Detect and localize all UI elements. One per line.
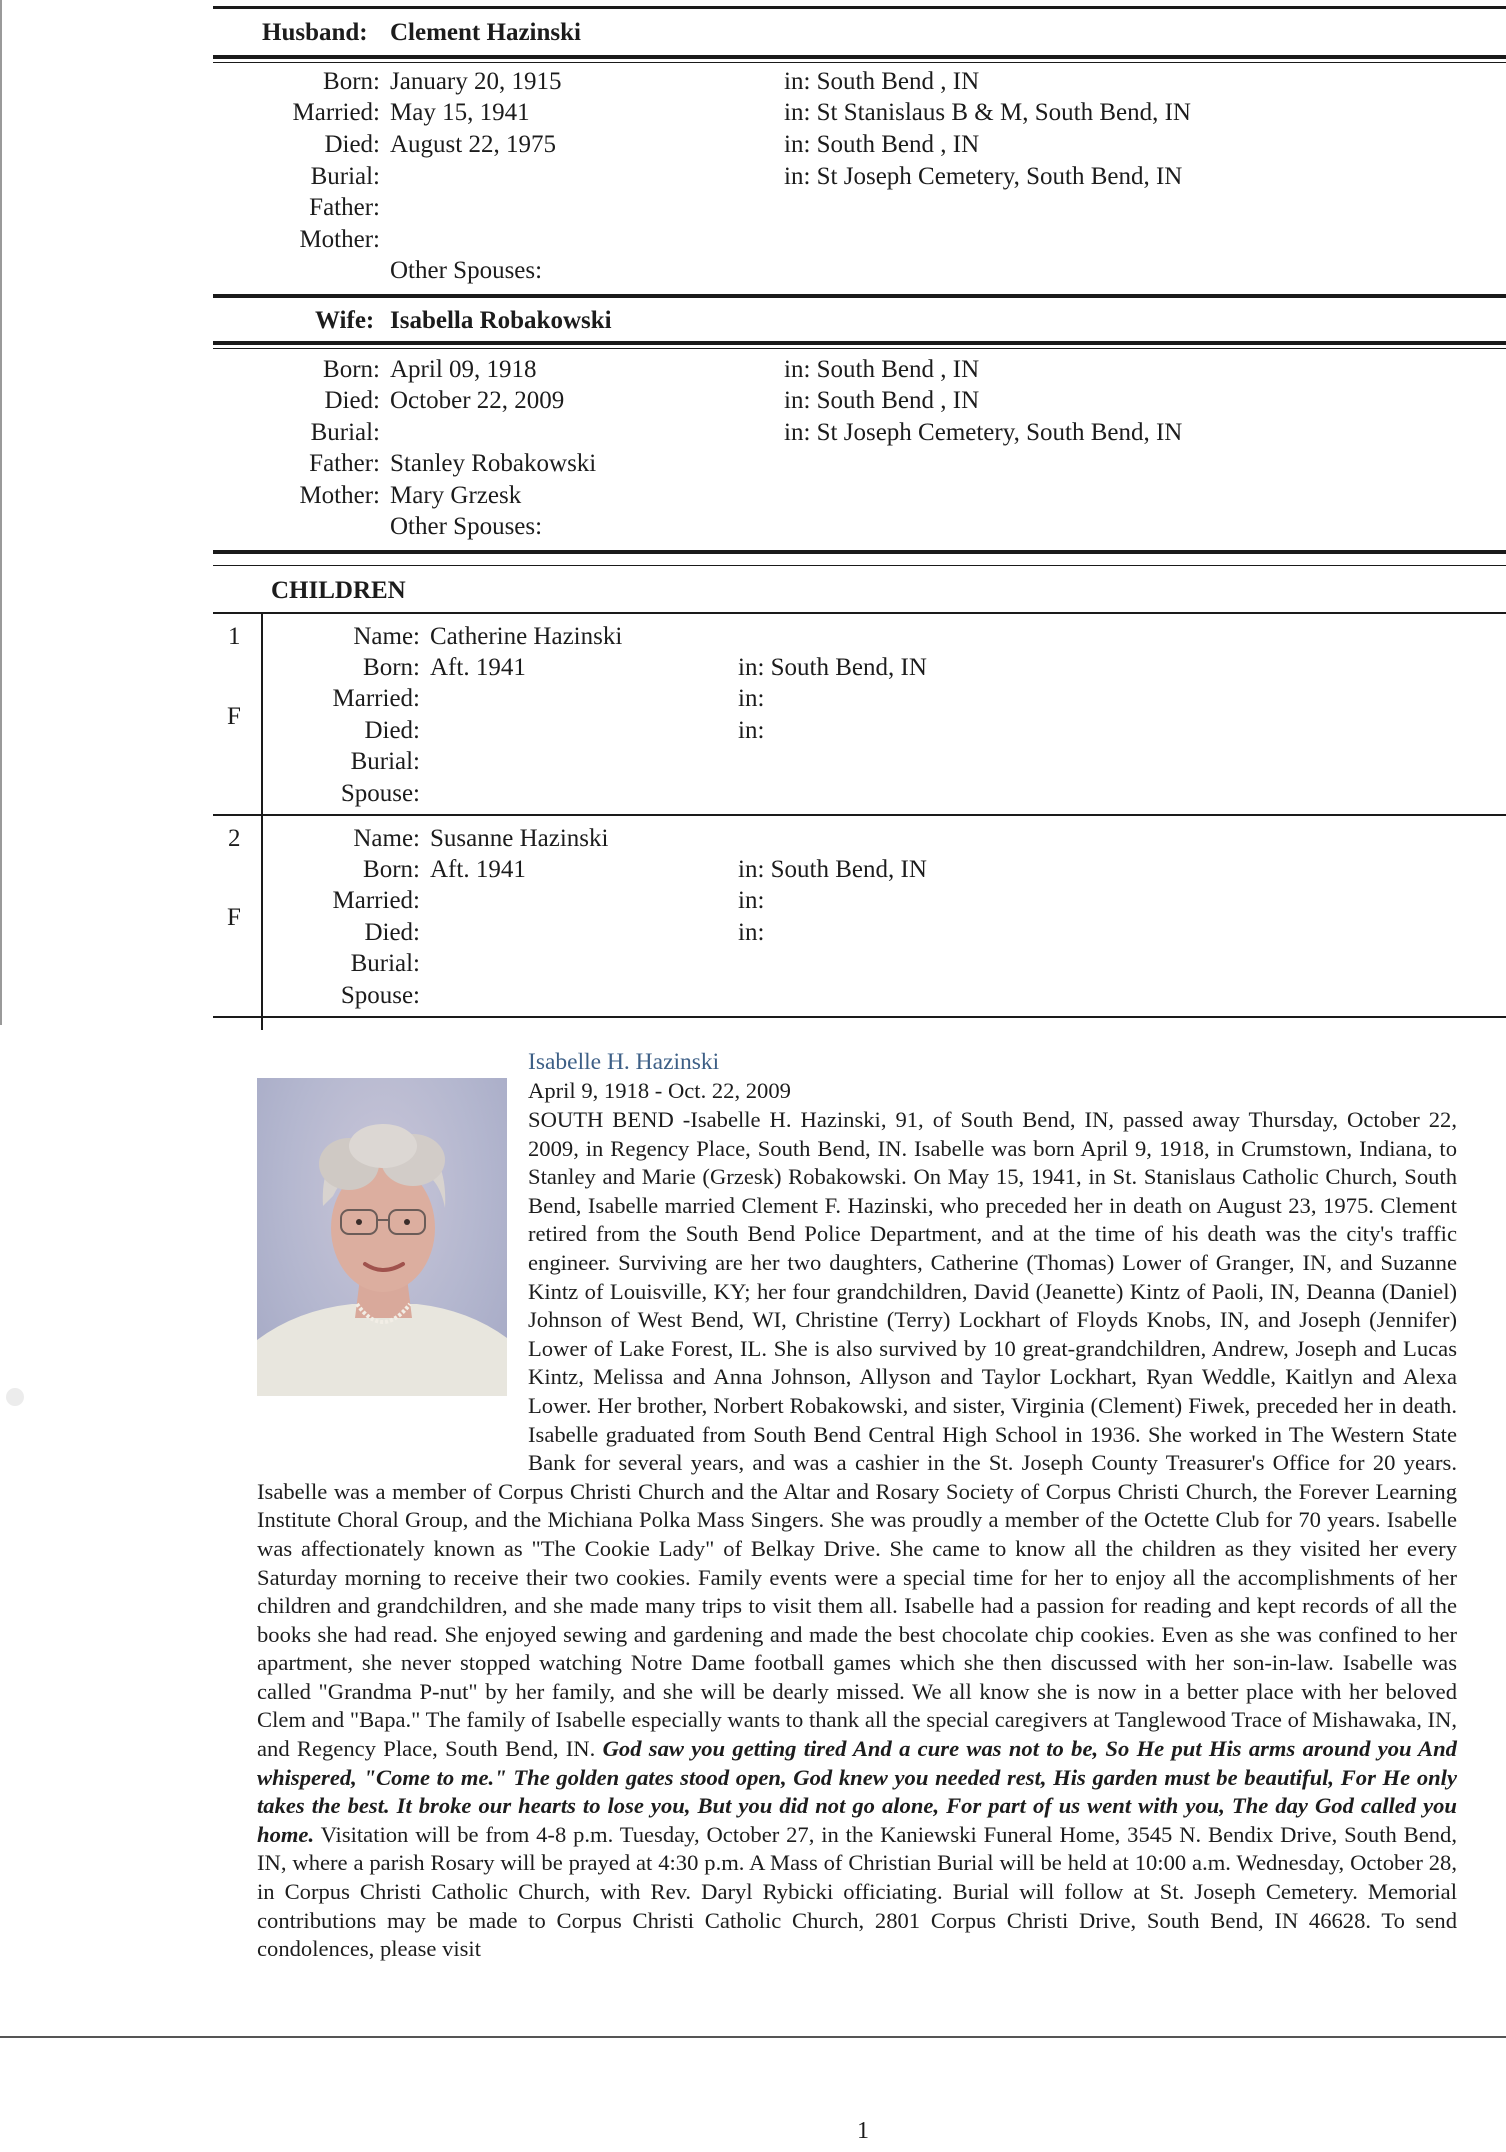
husband-mother-label: Mother: bbox=[299, 226, 380, 253]
top-rule bbox=[213, 6, 1506, 9]
wife-top-rule bbox=[213, 294, 1506, 298]
child-number: 1 bbox=[228, 623, 241, 650]
child-spouse-label: Spouse: bbox=[340, 982, 420, 1009]
obituary-body bbox=[257, 1060, 1457, 1964]
child-name-label: Name: bbox=[353, 825, 420, 852]
child-married-label: Married: bbox=[332, 685, 420, 712]
child-born-value: Aft. 1941 bbox=[430, 654, 526, 681]
child-died-place: in: bbox=[738, 919, 765, 946]
husband-burial-place: in: St Joseph Cemetery, South Bend, IN bbox=[784, 163, 1183, 190]
child-burial-label: Burial: bbox=[350, 950, 420, 977]
child-married-place: in: bbox=[738, 685, 765, 712]
husband-header-rule-thin bbox=[213, 62, 1506, 63]
child-married-place: in: bbox=[738, 887, 765, 914]
child-sex: F bbox=[227, 904, 241, 931]
obituary-body-part1: SOUTH BEND -Isabelle H. Hazinski, 91, of South Bend, IN, passed away Thursday, October 22, 2009, in Regency Place, South Bend, IN. Isabelle was born April 9, 1918, in Crumstown, Indiana, to Stanley and Marie (Grzesk) Robakowski. On May 15, 1941, in St. Stanislaus Catholic Church, South Bend, Isabelle married Clement F. Hazinski, who preceded her in death on August 23, 1975. Clement retired from the South Bend Police Department, and at the time of his death was the city's traffic engineer. Surviving are her two daughters, Catherine (Thomas) Lower of Granger, IN, and Suzanne Kintz of Louisville, KY; her four grandchildren, David (Jeanette) Kintz of Paoli, IN, Deanna (Daniel) Johnson of West Bend, WI, Christine (Terry) Lockhart of Floyds Knobs, IN, and Joseph (Jennifer) Lower of Lake Forest, IL. She is also survived by 10 great-grandchildren, Andrew, Joseph and Lucas Kintz, Melissa and Anna Johnson, Allyson and Taylor Lockhart, Ryan Weddle, Kaitlyn and Alexa Lower. Her brother, Norbert Robakowski, and sister, Virginia (Clement) Fiwek, preceded her in death. Isabelle graduated from South Bend Central High School in 1936. She worked in The Western State Bank for several years, and was a cashier in the St. Joseph County Treasurer's Office for 20 years. Isabelle was a member of Corpus Christi Church and the Altar and Rosary Society of Corpus Christi Church, the Forever Learning Institute Choral Group, and the Michiana Polka Mass Singers. She was proudly a member of the Octette Club for 70 years. Isabelle was affectionately known as "The Cookie Lady" of Belkay Drive. She came to know all the children as they visited her every Saturday morning to receive their two cookies. Family events were a special time for her to enjoy all the accomplishments of her children and grandchildren, and she made many trips to visit them all. Isabelle had a passion for reading and kept records of all the books she had read. She enjoyed sewing and gardening and made the best chocolate chip cookies. Even as she was confined to her apartment, she never stopped watching Notre Dame football games which she then discussed with her son-in-law. Isabelle was called "Grandma P-nut" by her family, and she will be dearly missed. We all know she is now in a better place with her beloved Clem and "Bapa." The family of Isabelle especially wants to thank all the special caregivers at Tanglewood Trace of Mishawaka, IN, and Regency Place, South Bend, IN. bbox=[257, 1107, 1457, 1762]
wife-father-value: Stanley Robakowski bbox=[390, 450, 597, 477]
husband-died-place: in: South Bend , IN bbox=[784, 131, 980, 158]
photo-wrap-spacer bbox=[257, 1106, 528, 1462]
obituary-dates: April 9, 1918 - Oct. 22, 2009 bbox=[528, 1078, 791, 1103]
child-born-place: in: South Bend, IN bbox=[738, 856, 927, 883]
husband-born-label: Born: bbox=[323, 68, 380, 95]
wife-burial-place: in: St Joseph Cemetery, South Bend, IN bbox=[784, 419, 1183, 446]
children-top-rule-thin bbox=[213, 565, 1506, 566]
husband-born-place: in: South Bend , IN bbox=[784, 68, 980, 95]
obituary-poem: God saw you getting tired And a cure was not to be, So He put His arms around you And whispered, "Come to me." The golden gates stood open, God knew you needed rest, His garden must be beautiful, For He only takes the best. It broke our hearts to lose you, But you did not go alone, For part of us went with you, The day God called you home. bbox=[257, 1736, 1457, 1847]
child-name-value: Susanne Hazinski bbox=[430, 825, 609, 852]
child-name-label: Name: bbox=[353, 623, 420, 650]
title-space bbox=[257, 1060, 1457, 1106]
child-born-value: Aft. 1941 bbox=[430, 856, 526, 883]
child-separator-rule bbox=[213, 814, 1506, 816]
wife-header-label: Wife: bbox=[315, 307, 375, 334]
child-born-label: Born: bbox=[363, 856, 420, 883]
children-heading: CHILDREN bbox=[271, 577, 406, 604]
wife-header-rule bbox=[213, 341, 1506, 345]
wife-born-value: April 09, 1918 bbox=[390, 356, 537, 383]
wife-mother-label: Mother: bbox=[299, 482, 380, 509]
wife-died-label: Died: bbox=[324, 387, 380, 414]
child-divider bbox=[261, 816, 263, 1030]
wife-born-place: in: South Bend , IN bbox=[784, 356, 980, 383]
clipping-bottom-edge bbox=[0, 2036, 1506, 2038]
child-spouse-label: Spouse: bbox=[340, 780, 420, 807]
children-top-rule bbox=[213, 550, 1506, 554]
children-bottom-rule bbox=[213, 1016, 1506, 1018]
scan-edge-line bbox=[0, 0, 2, 1025]
child-died-label: Died: bbox=[364, 717, 420, 744]
child-number: 2 bbox=[228, 825, 241, 852]
child-sex: F bbox=[227, 703, 241, 730]
husband-married-place: in: St Stanislaus B & M, South Bend, IN bbox=[784, 99, 1191, 126]
husband-died-label: Died: bbox=[324, 131, 380, 158]
wife-other-spouses: Other Spouses: bbox=[390, 513, 543, 540]
child-died-place: in: bbox=[738, 717, 765, 744]
child-burial-label: Burial: bbox=[350, 748, 420, 775]
wife-father-label: Father: bbox=[309, 450, 380, 477]
husband-burial-label: Burial: bbox=[310, 163, 380, 190]
child-born-label: Born: bbox=[363, 654, 420, 681]
scan-blemish bbox=[6, 1388, 24, 1406]
wife-mother-value: Mary Grzesk bbox=[390, 482, 522, 509]
husband-married-value: May 15, 1941 bbox=[390, 99, 530, 126]
obituary-body-part2: Visitation will be from 4-8 p.m. Tuesday, October 27, in the Kaniewski Funeral Home, 3545 N. Bendix Drive, South Bend, IN, where a parish Rosary will be prayed at 4:30 p.m. A Mass of Christian Burial will be held at 10:00 a.m. Wednesday, October 28, in Corpus Christi Catholic Church, with Rev. Daryl Rybicki officiating. Burial will follow at St. Joseph Cemetery. Memorial contributions may be made to Corpus Christi Catholic Church, 2801 Corpus Christi Drive, South Bend, IN 46628. To send condolences, please visit bbox=[257, 1821, 1457, 1962]
page-number: 1 bbox=[857, 2118, 869, 2144]
husband-father-label: Father: bbox=[309, 194, 380, 221]
child-married-label: Married: bbox=[332, 887, 420, 914]
wife-burial-label: Burial: bbox=[310, 419, 380, 446]
children-heading-rule bbox=[213, 612, 1506, 614]
husband-header-rule bbox=[213, 55, 1506, 59]
obituary-title: Isabelle H. Hazinski bbox=[528, 1049, 720, 1075]
husband-died-value: August 22, 1975 bbox=[390, 131, 556, 158]
child-name-value: Catherine Hazinski bbox=[430, 623, 623, 650]
wife-died-value: October 22, 2009 bbox=[390, 387, 565, 414]
child-born-place: in: South Bend, IN bbox=[738, 654, 927, 681]
child-died-label: Died: bbox=[364, 919, 420, 946]
husband-name: Clement Hazinski bbox=[390, 19, 581, 46]
wife-name: Isabella Robakowski bbox=[390, 307, 612, 334]
child-divider bbox=[261, 614, 263, 814]
husband-born-value: January 20, 1915 bbox=[390, 68, 562, 95]
husband-married-label: Married: bbox=[292, 99, 380, 126]
wife-born-label: Born: bbox=[323, 356, 380, 383]
wife-died-place: in: South Bend , IN bbox=[784, 387, 980, 414]
wife-header-rule-thin bbox=[213, 348, 1506, 349]
husband-other-spouses: Other Spouses: bbox=[390, 257, 543, 284]
husband-header-label: Husband: bbox=[262, 19, 368, 46]
